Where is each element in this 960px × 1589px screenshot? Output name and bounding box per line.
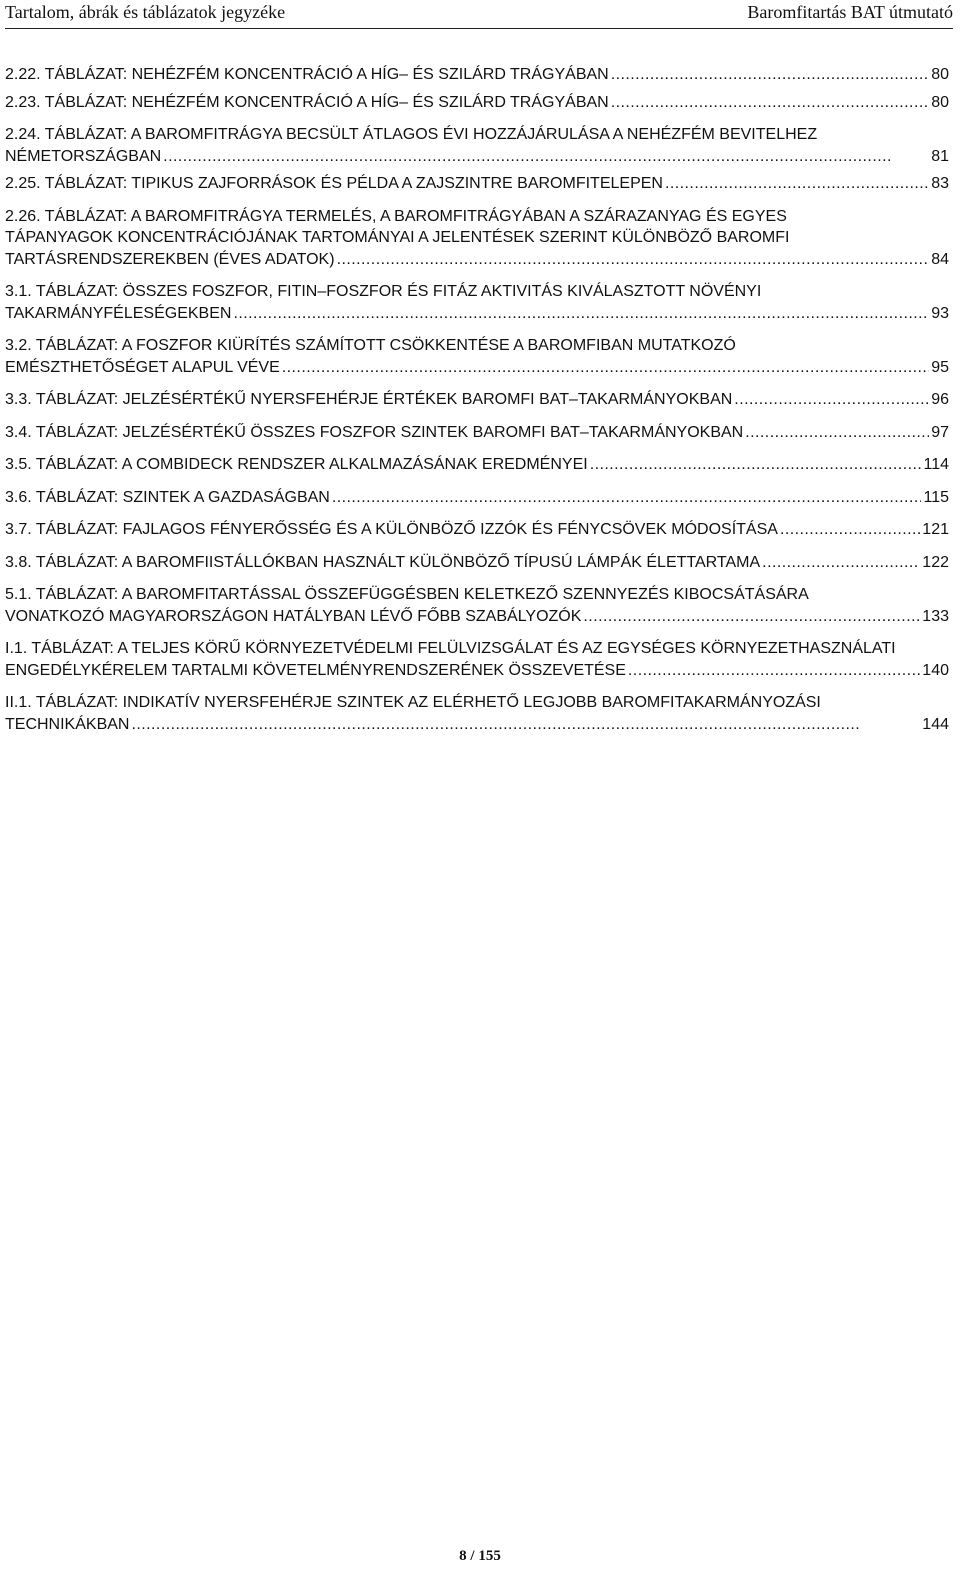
dot-leader [282, 357, 929, 379]
toc-entry-line [5, 606, 949, 628]
toc-entry-title-line: 3.2. TÁBLÁZAT: A FOSZFOR KIÜRÍTÉS SZÁMÍTOTT CSÖKKENTÉSE A BAROMFIBAN MUTATKOZÓ [5, 337, 736, 354]
dot-leader [762, 552, 920, 574]
toc-entry-line [5, 660, 949, 682]
toc-entry-title-line: TÁPANYAGOK KONCENTRÁCIÓJÁNAK TARTOMÁNYAI A JELENTÉSEK SZERINT KÜLÖNBÖZŐ BAROMFI [5, 229, 790, 246]
toc-entry-line [5, 519, 949, 541]
toc-entry-page: 115 [923, 488, 949, 506]
toc-entry-page: 140 [922, 661, 949, 679]
toc-entry-page: 144 [922, 715, 949, 733]
toc-entry[interactable] [5, 584, 949, 627]
toc-entry-title: 2.22. TÁBLÁZAT: NEHÉZFÉM KONCENTRÁCIÓ A HÍG– ÉS SZILÁRD TRÁGYÁBAN [5, 66, 609, 83]
toc-entry-title-line: 2.26. TÁBLÁZAT: A BAROMFITRÁGYA TERMELÉS, A BAROMFITRÁGYÁBAN A SZÁRAZANYAG ÉS EGYES [5, 207, 787, 225]
dot-leader [628, 660, 920, 682]
toc-entry-page: 80 [931, 66, 949, 83]
toc-entry-title-line: II.1. TÁBLÁZAT: INDIKATÍV NYERSFEHÉRJE SZINTEK AZ ELÉRHETŐ LEGJOBB BAROMFITAKARMÁNYOZÁSI [5, 694, 821, 711]
dot-leader [583, 606, 920, 628]
table-list [5, 64, 949, 746]
toc-entry-page: 84 [931, 250, 949, 268]
dot-leader [337, 249, 930, 271]
toc-entry-page: 95 [931, 358, 949, 376]
toc-entry[interactable] [5, 454, 949, 476]
toc-entry[interactable] [5, 206, 949, 271]
toc-entry-title-line: 3.1. TÁBLÁZAT: ÖSSZES FOSZFOR, FITIN–FOSZFOR ÉS FITÁZ AKTIVITÁS KIVÁLASZTOTT NÖVÉNYI [5, 283, 762, 300]
toc-entry-page: 96 [931, 391, 949, 408]
toc-entry-title: 3.5. TÁBLÁZAT: A COMBIDECK RENDSZER ALKALMAZÁSÁNAK EREDMÉNYEI [5, 456, 588, 473]
toc-entry[interactable] [5, 64, 949, 86]
toc-entry-line [5, 714, 949, 736]
toc-entry-line [5, 64, 949, 86]
header-left-title: Tartalom, ábrák és táblázatok jegyzéke [5, 2, 286, 22]
dot-leader [611, 92, 929, 114]
toc-entry-line [5, 552, 949, 574]
toc-entry-line [5, 249, 949, 271]
toc-entry-title: 3.8. TÁBLÁZAT: A BAROMFIISTÁLLÓKBAN HASZNÁLT KÜLÖNBÖZŐ TÍPUSÚ LÁMPÁK ÉLETTARTAMA [5, 553, 761, 571]
header-right-title: Baromfitartás BAT útmutató [747, 2, 953, 22]
toc-entry-title: 3.6. TÁBLÁZAT: SZINTEK A GAZDASÁGBAN [5, 488, 330, 506]
toc-entry-page: 81 [931, 147, 949, 165]
toc-entry[interactable] [5, 638, 949, 681]
toc-entry-page: 121 [922, 521, 949, 538]
toc-entry-title: 3.3. TÁBLÁZAT: JELZÉSÉRTÉKŰ NYERSFEHÉRJE ÉRTÉKEK BAROMFI BAT–TAKARMÁNYOKBAN [5, 391, 733, 408]
page-header [5, 0, 953, 29]
toc-entry-title: 2.25. TÁBLÁZAT: TIPIKUS ZAJFORRÁSOK ÉS PÉLDA A ZAJSZINTRE BAROMFITELEPEN [5, 175, 663, 192]
toc-entry-title: TECHNIKÁKBAN [5, 715, 130, 733]
dot-leader [332, 487, 922, 509]
toc-entry-page: 83 [931, 175, 949, 192]
toc-entry-page: 122 [922, 553, 949, 571]
toc-entry[interactable] [5, 281, 949, 324]
toc-entry-title: ENGEDÉLYKÉRELEM TARTALMI KÖVETELMÉNYRENDSZERÉNEK ÖSSZEVETÉSE [5, 661, 626, 679]
toc-entry-line [5, 146, 949, 168]
page-number: 8 / 155 [459, 1548, 501, 1564]
toc-entry-line [5, 357, 949, 379]
dot-leader [611, 64, 929, 86]
toc-entry-title: NÉMETORSZÁGBAN [5, 147, 162, 165]
toc-entry-title: EMÉSZTHETŐSÉGET ALAPUL VÉVE [5, 358, 280, 376]
toc-entry-line [5, 422, 949, 444]
toc-entry-page: 133 [922, 607, 949, 625]
toc-entry-line [5, 92, 949, 114]
toc-entry[interactable] [5, 335, 949, 378]
dot-leader [233, 303, 929, 325]
dot-leader [780, 519, 920, 541]
toc-entry-title: TARTÁSRENDSZEREKBEN (ÉVES ADATOK) [5, 250, 335, 268]
dot-leader [665, 173, 929, 195]
toc-entry-page: 97 [931, 423, 949, 441]
toc-entry-page: 114 [923, 456, 949, 473]
toc-entry-title: VONATKOZÓ MAGYARORSZÁGON HATÁLYBAN LÉVŐ FŐBB SZABÁLYOZÓK [5, 607, 582, 625]
toc-entry-line [5, 303, 949, 325]
toc-entry[interactable] [5, 92, 949, 114]
toc-entry[interactable] [5, 519, 949, 541]
toc-entry-line [5, 173, 949, 195]
toc-entry-title-line: 2.24. TÁBLÁZAT: A BAROMFITRÁGYA BECSÜLT ÁTLAGOS ÉVI HOZZÁJÁRULÁSA A NEHÉZFÉM BEVITELHEZ [5, 126, 818, 143]
toc-entry[interactable] [5, 692, 949, 735]
dot-leader [163, 146, 929, 168]
dot-leader [745, 422, 929, 444]
toc-entry-line [5, 487, 949, 509]
toc-entry-title-line: I.1. TÁBLÁZAT: A TELJES KÖRŰ KÖRNYEZETVÉDELMI FELÜLVIZSGÁLAT ÉS AZ EGYSÉGES KÖRNYEZETHASZNÁLATI [5, 640, 896, 657]
toc-entry[interactable] [5, 124, 949, 167]
toc-entry[interactable] [5, 552, 949, 574]
toc-entry-title: 2.23. TÁBLÁZAT: NEHÉZFÉM KONCENTRÁCIÓ A HÍG– ÉS SZILÁRD TRÁGYÁBAN [5, 93, 609, 111]
toc-entry-line [5, 389, 949, 411]
toc-entry-title: TAKARMÁNYFÉLESÉGEKBEN [5, 304, 232, 322]
toc-entry[interactable] [5, 487, 949, 509]
toc-entry-line [5, 454, 949, 476]
toc-entry-title-line: 5.1. TÁBLÁZAT: A BAROMFITARTÁSSAL ÖSSZEFÜGGÉSBEN KELETKEZŐ SZENNYEZÉS KIBOCSÁTÁSÁRA [5, 586, 809, 603]
toc-entry-page: 80 [931, 93, 949, 111]
dot-leader [734, 389, 929, 411]
toc-entry-title: 3.4. TÁBLÁZAT: JELZÉSÉRTÉKŰ ÖSSZES FOSZFOR SZINTEK BAROMFI BAT–TAKARMÁNYOKBAN [5, 423, 744, 441]
toc-entry-page: 93 [931, 304, 949, 322]
dot-leader [131, 714, 920, 736]
dot-leader [590, 454, 922, 476]
toc-entry-title: 3.7. TÁBLÁZAT: FAJLAGOS FÉNYERŐSSÉG ÉS A KÜLÖNBÖZŐ IZZÓK ÉS FÉNYCSÖVEK MÓDOSÍTÁSA [5, 521, 778, 538]
toc-entry[interactable] [5, 422, 949, 444]
toc-entry[interactable] [5, 389, 949, 411]
toc-entry[interactable] [5, 173, 949, 195]
